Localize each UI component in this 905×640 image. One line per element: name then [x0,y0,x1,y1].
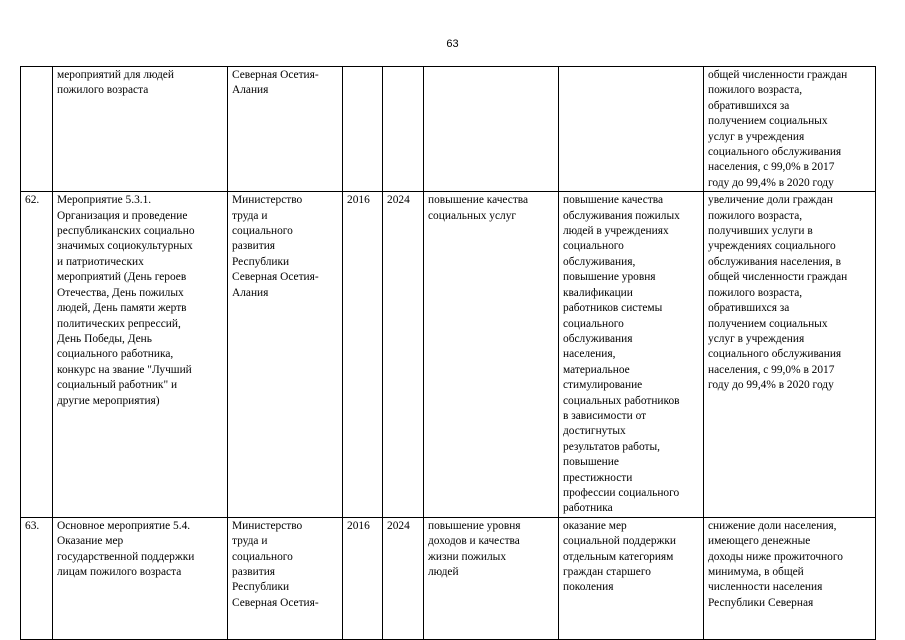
executor-cell: Министерство труда и социального развития Республики Северная Осетия- Алания [228,192,343,518]
row-number-cell: 62. [21,192,53,518]
executor-cell: Северная Осетия- Алания [228,67,343,192]
start-year-cell: 2016 [343,192,383,518]
page-number: 63 [446,38,459,50]
consequences-cell [559,67,704,192]
end-year-cell: 2024 [383,192,424,518]
end-year-cell [383,67,424,192]
indicator-link-cell: снижение доли населения, имеющего денежные доходы ниже прожиточного минимума, в общей численности населения Республики Северная [704,517,876,639]
start-year-cell [343,67,383,192]
indicator-link-cell: общей численности граждан пожилого возраста, обратившихся за получением социальных услуг в учреждения социального обслуживания населения, с 99,0% в 2017 году до 99,4% в 2020 году [704,67,876,192]
row-number-cell: 63. [21,517,53,639]
table-row [21,67,876,192]
program-events-table [20,66,876,640]
event-name-cell: Основное мероприятие 5.4. Оказание мер государственной поддержки лицам пожилого возраста [53,517,228,639]
end-year-cell: 2024 [383,517,424,639]
row-number-cell [21,67,53,192]
table-row [21,517,876,639]
executor-cell: Министерство труда и социального развития Республики Северная Осетия- [228,517,343,639]
direct-result-cell: повышение качества социальных услуг [424,192,559,518]
consequences-cell: оказание мер социальной поддержки отдельным категориям граждан старшего поколения [559,517,704,639]
direct-result-cell [424,67,559,192]
table-row [21,192,876,518]
consequences-cell: повышение качества обслуживания пожилых людей в учреждениях социального обслуживания, повышение уровня квалификации работников системы социального обслуживания населения, материальное стимулирование социальных работников в зависимости от достигнутых результатов работы, повышение престижности профессии социального работника [559,192,704,518]
event-name-cell: мероприятий для людей пожилого возраста [53,67,228,192]
event-name-cell: Мероприятие 5.3.1. Организация и проведение республиканских социально значимых социокультурных и патриотических мероприятий (День героев Отечества, День пожилых людей, День памяти жертв политических репрессий, День Победы, День социального работника, конкурс на звание "Лучший социальный работник" и другие мероприятия) [53,192,228,518]
start-year-cell: 2016 [343,517,383,639]
direct-result-cell: повышение уровня доходов и качества жизни пожилых людей [424,517,559,639]
indicator-link-cell: увеличение доли граждан пожилого возраста, получивших услуги в учреждениях социального обслуживания населения, в общей численности граждан пожилого возраста, обратившихся за получением социальных услуг в учреждения социального обслуживания населения, с 99,0% в 2017 году до 99,4% в 2020 году [704,192,876,518]
